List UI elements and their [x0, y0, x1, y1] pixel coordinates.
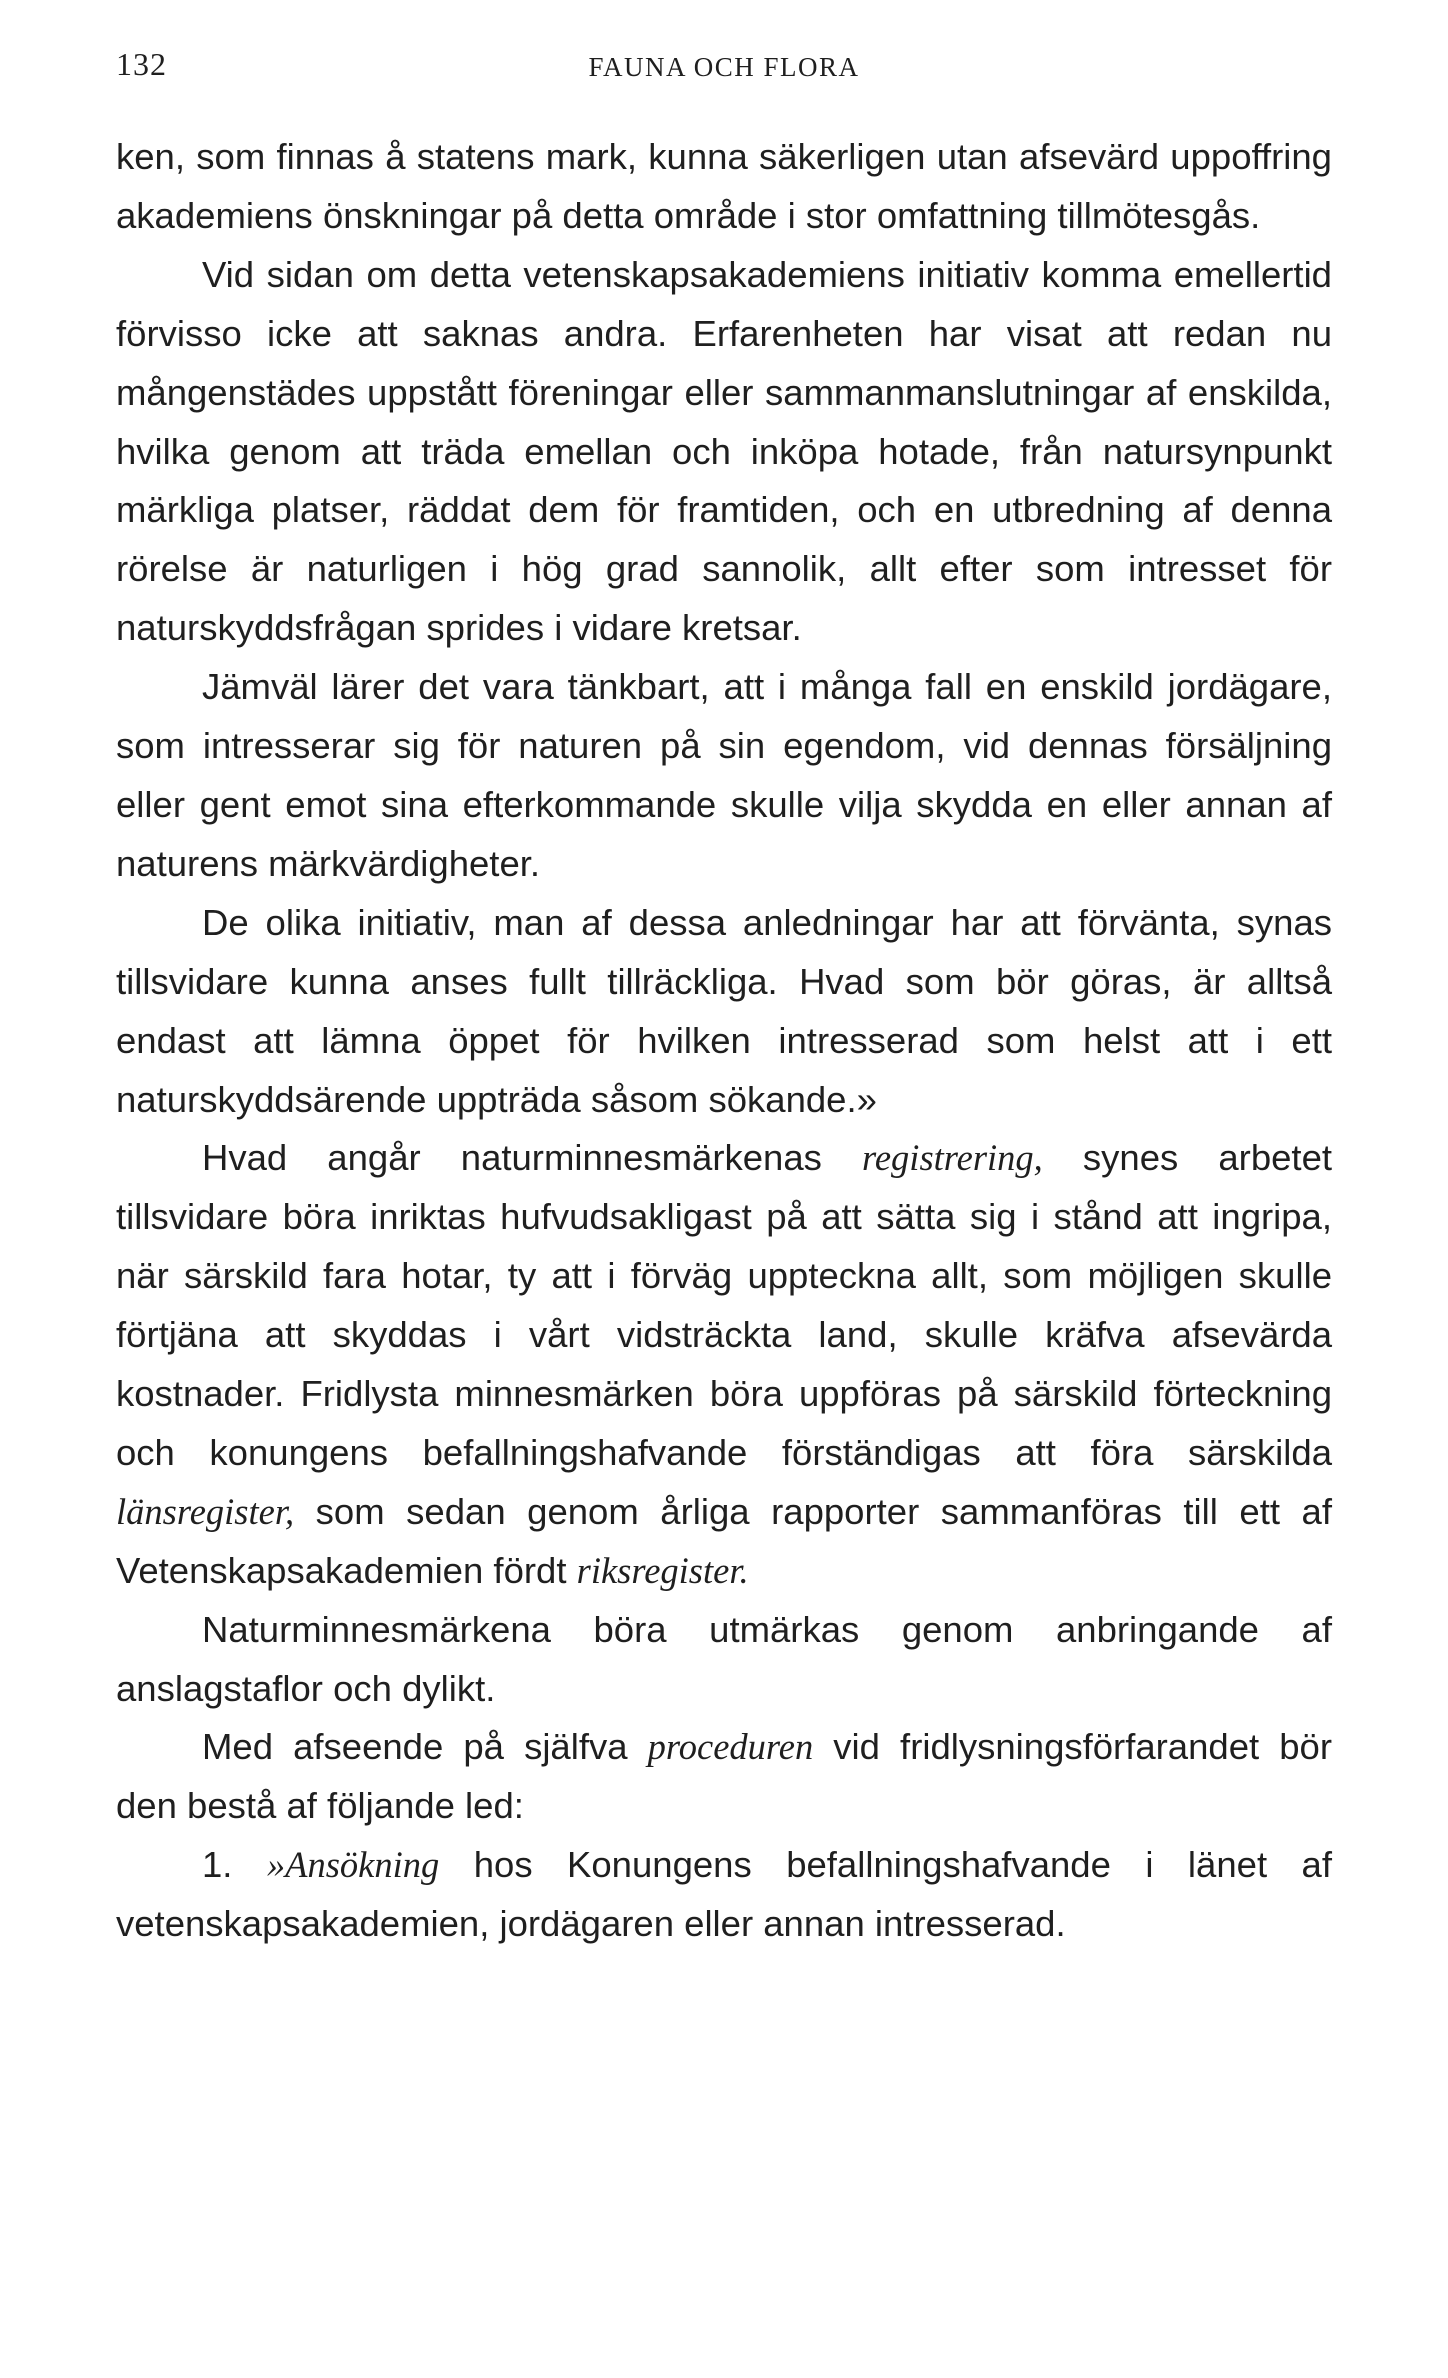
list-item: [116, 1836, 1332, 1954]
emphasis-ansokning: Ansökning: [285, 1844, 440, 1886]
paragraph-text: Med afseende på själfva: [202, 1726, 648, 1768]
paragraph-text: Naturminnesmärkena böra utmärkas genom anbringande af anslagstaflor och dylikt.: [116, 1608, 1332, 1709]
paragraph: [116, 246, 1332, 658]
paragraph: [116, 1601, 1332, 1719]
paragraph-text: Vid sidan om detta vetenskapsakademiens initiativ komma emellertid förvisso icke att saknas andra. Erfarenheten har visat att redan nu mångenstädes uppstått föreningar eller sammanmanslutningar af enskilda, hvilka genom att träda emellan och inköpa hotade, från natursynpunkt märkliga platser, räddat dem för framtiden, och en utbredning af denna rörelse är naturligen i hög grad sannolik, allt efter som intresset för naturskyddsfrågan sprides i vidare kretsar.: [116, 253, 1332, 649]
emphasis-proceduren: proceduren: [647, 1726, 814, 1768]
paragraph: [116, 894, 1332, 1130]
paragraph-text: vid fridlysningsförfarandet bör den bestå af följande led:: [116, 1726, 1332, 1827]
running-title: FAUNA OCH FLORA: [588, 52, 860, 82]
page-header: [116, 46, 1332, 96]
paragraph-text: ken, som finnas å statens mark, kunna säkerligen utan afsevärd uppoffring akademiens önskningar på detta område i stor omfattning tillmötesgås.: [116, 136, 1332, 236]
body-text: [116, 128, 1332, 1954]
emphasis-riksregister: riksregister.: [576, 1549, 749, 1591]
paragraph: [116, 1718, 1332, 1836]
paragraph-text: hos Konungens befallningshafvande i länet af vetenskapsakademien, jordägaren eller annan intresserad.: [116, 1844, 1332, 1945]
page-number: 132: [116, 46, 167, 82]
paragraph: [116, 128, 1332, 246]
paragraph-text: De olika initiativ, man af dessa anledningar har att förvänta, synas tillsvidare kunna anses fullt tillräckliga. Hvad som bör göras, är alltså endast att lämna öppet för hvilken intresserad som helst att i ett naturskyddsärende uppträda såsom sökande.»: [116, 901, 1332, 1120]
paragraph: [116, 658, 1332, 894]
paragraph: [116, 1129, 1332, 1600]
paragraph-text: Jämväl lärer det vara tänkbart, att i många fall en enskild jordägare, som intresserar sig för naturen på sin egendom, vid dennas försäljning eller gent emot sina efterkommande skulle vilja skydda en eller annan af naturens märkvärdigheter.: [116, 666, 1332, 884]
quote-mark: »: [266, 1844, 286, 1886]
paragraph-text: Hvad angår naturminnesmärkenas: [202, 1137, 862, 1179]
list-item-number: 1.: [202, 1844, 233, 1886]
paragraph-text: som sedan genom årliga rapporter sammanföras till ett af Vetenskapsakademien fördt: [116, 1490, 1332, 1591]
emphasis-registrering: registrering,: [862, 1137, 1043, 1179]
paragraph-text: synes arbetet tillsvidare böra inriktas hufvudsakligast på att sätta sig i stånd att ingripa, när särskild fara hotar, ty att i förväg uppteckna allt, som möjligen skulle förtjäna att skyddas i vårt vidsträckta land, skulle kräfva afsevärda kostnader. Fridlysta minnesmärken böra uppföras på särskild förteckning och konungens befallningshafvande förständigas att föra särskilda: [116, 1137, 1333, 1473]
emphasis-lansregister: länsregister,: [116, 1490, 295, 1532]
